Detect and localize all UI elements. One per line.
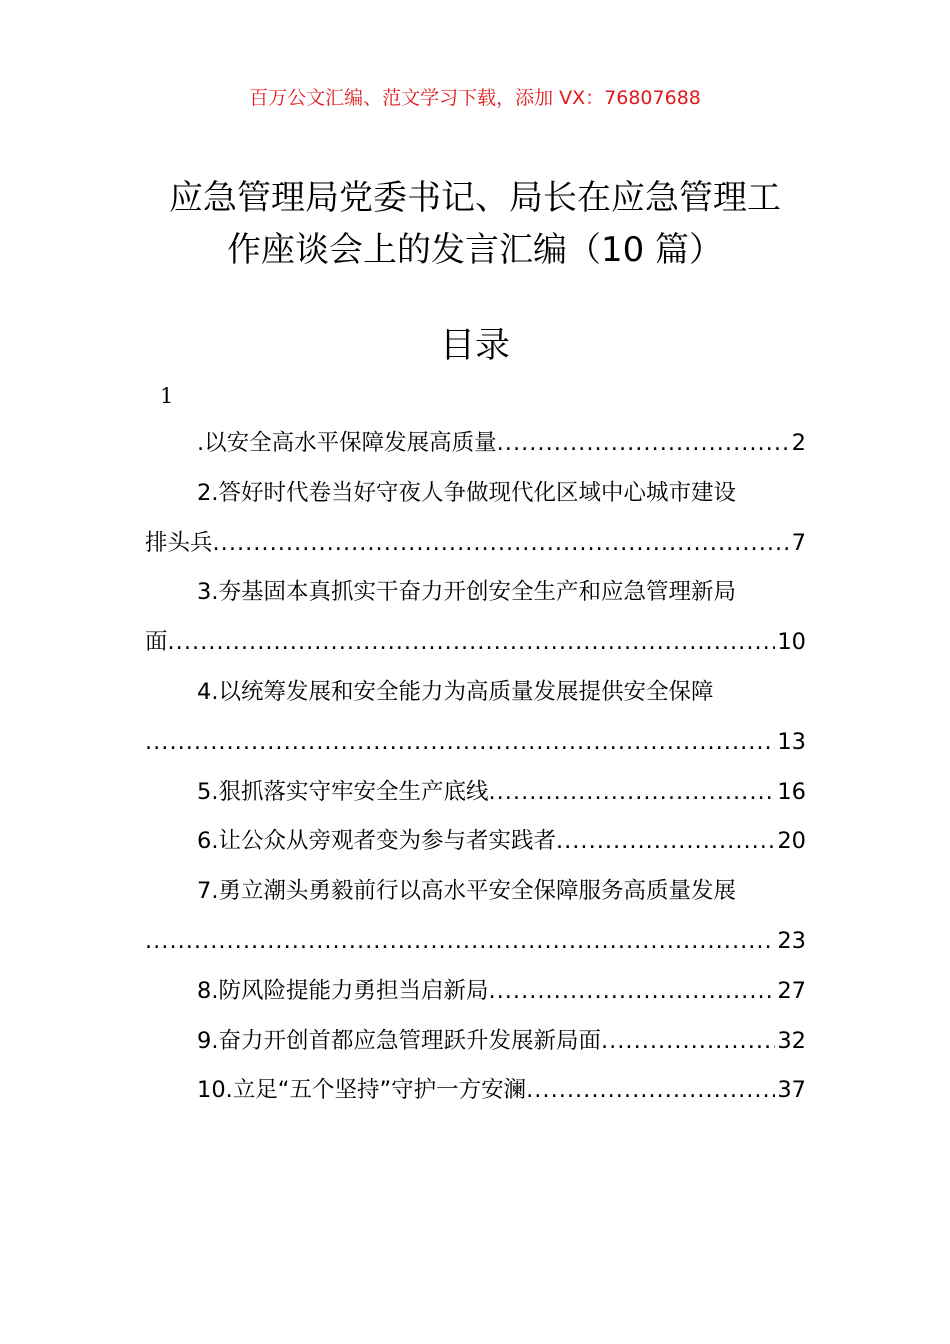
toc-leader-dots bbox=[497, 419, 790, 469]
toc-entry-page: 27 bbox=[777, 977, 806, 1004]
table-of-contents bbox=[145, 419, 806, 1116]
toc-entry-4[interactable] bbox=[145, 668, 806, 768]
toc-entry-page: 20 bbox=[777, 828, 806, 855]
toc-leader-dots bbox=[145, 917, 775, 967]
toc-entry-page: 16 bbox=[777, 778, 806, 805]
toc-entry-page: 13 bbox=[777, 728, 806, 755]
toc-entry-3[interactable] bbox=[145, 568, 806, 668]
toc-entry-title: 7.勇立潮头勇毅前行以高水平安全保障服务高质量发展 bbox=[197, 878, 736, 905]
toc-stray-number: 1 bbox=[160, 384, 174, 408]
download-banner: 百万公文汇编、范文学习下载，添加 VX：76807688 bbox=[249, 87, 701, 109]
toc-entry-title-continued: 排头兵 bbox=[145, 529, 213, 556]
toc-leader-dots bbox=[145, 718, 775, 768]
toc-entry-title: .以安全高水平保障发展高质量 bbox=[197, 430, 497, 456]
toc-leader-dots bbox=[526, 1066, 775, 1116]
toc-entry-title: 3.夯基固本真抓实干奋力开创安全生产和应急管理新局 bbox=[197, 579, 736, 606]
toc-entry-2[interactable] bbox=[145, 469, 806, 569]
toc-leader-dots bbox=[488, 967, 775, 1017]
toc-entry-page: 2 bbox=[791, 430, 806, 456]
toc-leader-dots bbox=[601, 1017, 775, 1067]
toc-entry-title: 6.让公众从旁观者变为参与者实践者 bbox=[197, 828, 556, 855]
toc-leader-dots bbox=[213, 519, 790, 569]
toc-entry-title: 2.答好时代卷当好守夜人争做现代化区域中心城市建设 bbox=[197, 479, 736, 506]
document-title-line-2: 作座谈会上的发言汇编（10 篇） bbox=[226, 230, 724, 270]
toc-leader-dots bbox=[168, 618, 776, 668]
toc-entry-5[interactable] bbox=[145, 768, 806, 818]
toc-entry-page: 32 bbox=[777, 1027, 806, 1054]
toc-entry-8[interactable] bbox=[145, 967, 806, 1017]
toc-entry-title: 4.以统筹发展和安全能力为高质量发展提供安全保障 bbox=[197, 678, 714, 705]
toc-entry-title: 8.防风险提能力勇担当启新局 bbox=[197, 977, 489, 1004]
toc-entry-6[interactable] bbox=[145, 817, 806, 867]
toc-entry-title: 5.狠抓落实守牢安全生产底线 bbox=[197, 778, 489, 805]
toc-leader-dots bbox=[556, 817, 775, 867]
toc-entry-10[interactable] bbox=[145, 1066, 806, 1116]
toc-entry-title-continued: 面 bbox=[145, 629, 168, 656]
toc-entry-9[interactable] bbox=[145, 1017, 806, 1067]
document-title bbox=[100, 172, 850, 276]
toc-entry-title: 10.立足“五个坚持”守护一方安澜 bbox=[197, 1077, 527, 1104]
toc-entry-7[interactable] bbox=[145, 867, 806, 967]
toc-entry-title: 9.奋力开创首都应急管理跃升发展新局面 bbox=[197, 1027, 601, 1054]
toc-entry-1[interactable] bbox=[145, 419, 806, 469]
toc-entry-page: 37 bbox=[777, 1077, 806, 1104]
toc-heading: 目录 bbox=[439, 326, 510, 366]
document-title-line-1: 应急管理局党委书记、局长在应急管理工 bbox=[169, 178, 781, 218]
toc-entry-page: 23 bbox=[777, 927, 806, 954]
toc-entry-page: 10 bbox=[777, 629, 806, 656]
toc-entry-page: 7 bbox=[791, 529, 806, 556]
toc-leader-dots bbox=[488, 768, 775, 818]
